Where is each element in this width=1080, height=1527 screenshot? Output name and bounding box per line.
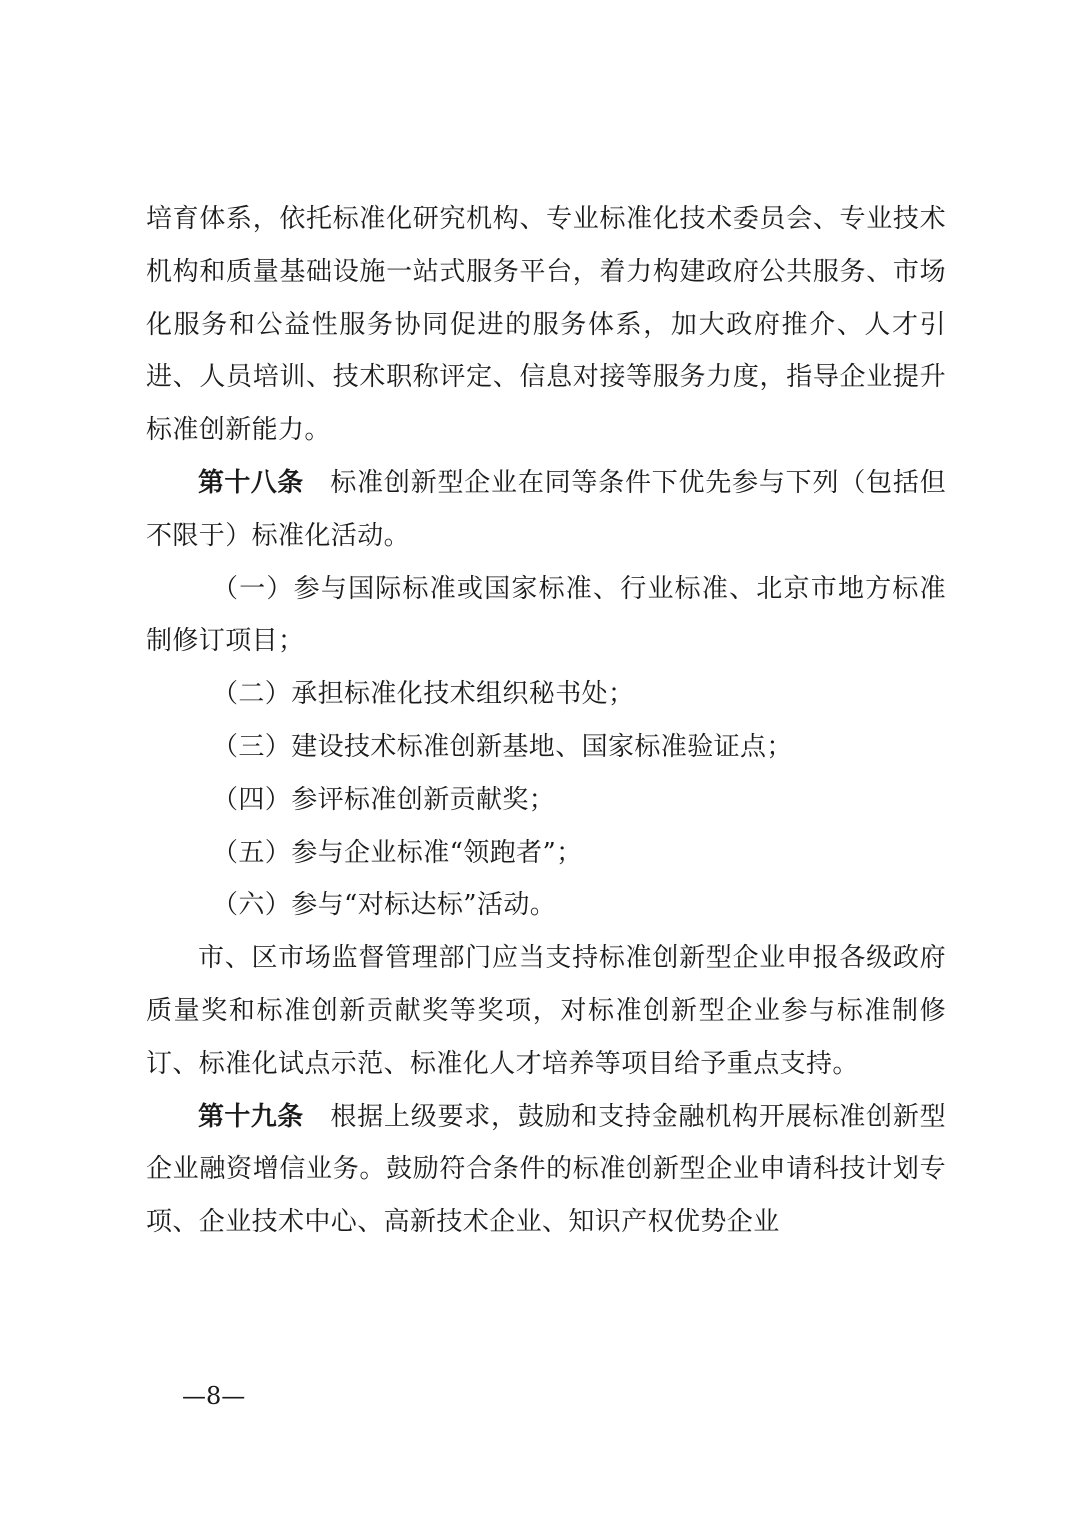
- article-18-item-5: （五）参与企业标准“领跑者”；: [212, 837, 583, 868]
- article-18-body: 标准创新型企业在同等条件下优先参与下列（包括但不限于）标准化活动。: [146, 467, 946, 551]
- paragraph-service-system: 培育体系，依托标准化研究机构、专业标准化技术委员会、专业技术机构和质量基础设施一站式服务平台，着力构建政府公共服务、市场化服务和公益性服务协同促进的服务体系，加大政府推介、人才引进、人员培训、技术职称评定、信息对接等服务力度，指导企业提升标准创新能力。: [146, 204, 946, 446]
- document-body: [146, 193, 946, 1249]
- article-18-item-6: （六）参与“对标达标”活动。: [212, 890, 557, 921]
- page-number: —8—: [182, 1382, 246, 1410]
- article-18: [146, 457, 946, 563]
- article-19: [146, 1091, 946, 1249]
- article-19-heading: 第十九条: [198, 1101, 304, 1132]
- article-19-body: 根据上级要求，鼓励和支持金融机构开展标准创新型企业融资增信业务。鼓励符合条件的标准创新型企业申请科技计划专项、企业技术中心、高新技术企业、知识产权优势企业: [146, 1101, 946, 1238]
- article-18-item-2: （二）承担标准化技术组织秘书处；: [212, 679, 635, 710]
- article-18-item-4: （四）参评标准创新贡献奖；: [212, 784, 556, 815]
- article-18-heading: 第十八条: [198, 467, 304, 498]
- paragraph-market-supervision-support: 市、区市场监督管理部门应当支持标准创新型企业申报各级政府质量奖和标准创新贡献奖等奖项，对标准创新型企业参与标准制修订、标准化试点示范、标准化人才培养等项目给予重点支持。: [146, 943, 946, 1079]
- article-18-item-1: （一）参与国际标准或国家标准、行业标准、北京市地方标准制修订项目；: [146, 573, 946, 657]
- article-18-item-3: （三）建设技术标准创新基地、国家标准验证点；: [212, 731, 793, 762]
